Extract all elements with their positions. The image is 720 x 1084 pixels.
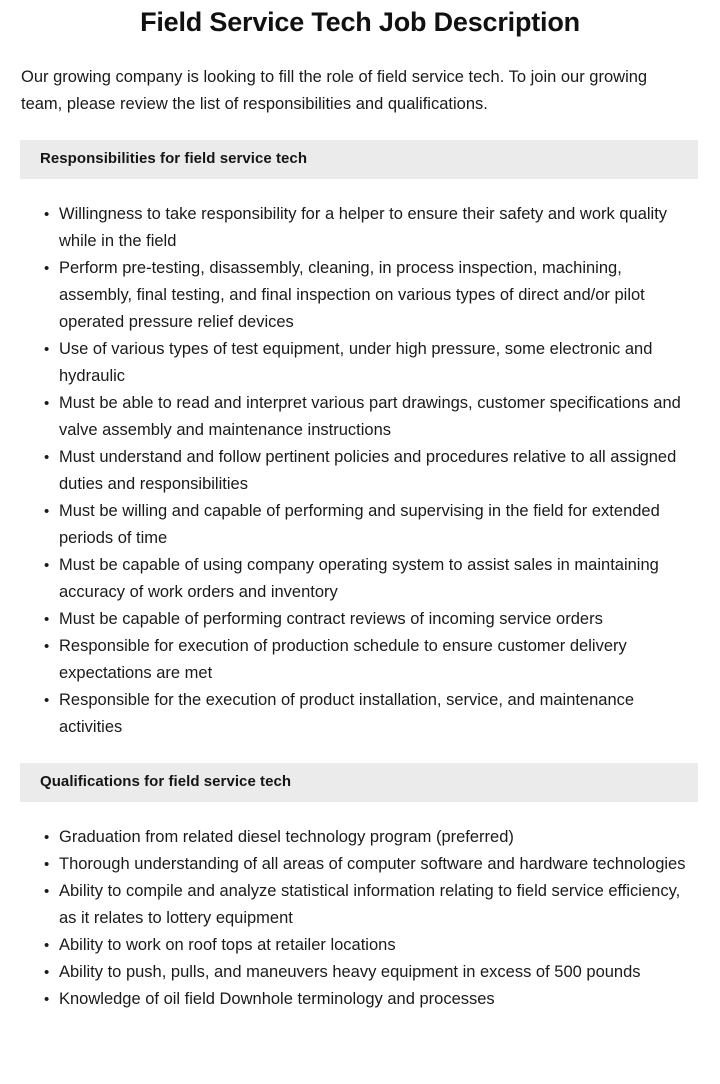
section-header-responsibilities <box>20 140 698 179</box>
list-item: • Perform pre-testing, disassembly, cleaning, in process inspection, machining, assembly, final testing, and final inspection on various types of direct and/or pilot operated pressure relief devices <box>44 255 690 336</box>
list-item: • Graduation from related diesel technology program (preferred) <box>44 824 690 851</box>
list-item: • Must be willing and capable of performing and supervising in the field for extended periods of time <box>44 498 690 552</box>
list-item: • Use of various types of test equipment, under high pressure, some electronic and hydraulic <box>44 336 690 390</box>
page-title: Field Service Tech Job Description <box>140 7 580 37</box>
list-item: • Thorough understanding of all areas of computer software and hardware technologies <box>44 851 690 878</box>
list-item: • Must understand and follow pertinent policies and procedures relative to all assigned duties and responsibilities <box>44 444 690 498</box>
responsibilities-list <box>0 179 720 741</box>
list-item: • Ability to work on roof tops at retailer locations <box>44 932 690 959</box>
section-responsibilities <box>0 140 720 741</box>
list-item: • Responsible for the execution of product installation, service, and maintenance activities <box>44 687 690 741</box>
list-item: • Must be able to read and interpret various part drawings, customer specifications and valve assembly and maintenance instructions <box>44 390 690 444</box>
list-item: • Must be capable of performing contract reviews of incoming service orders <box>44 606 690 633</box>
list-item: • Ability to push, pulls, and maneuvers heavy equipment in excess of 500 pounds <box>44 959 690 986</box>
section-header-qualifications <box>20 763 698 802</box>
intro-paragraph: Our growing company is looking to fill the role of field service tech. To join our growing team, please review the list of responsibilities and qualifications. <box>21 68 648 114</box>
list-item: • Ability to compile and analyze statistical information relating to field service efficiency, as it relates to lottery equipment <box>44 878 690 932</box>
list-item: • Knowledge of oil field Downhole terminology and processes <box>44 986 690 1013</box>
section-title-responsibilities: Responsibilities for field service tech <box>40 150 308 168</box>
list-item: • Responsible for execution of production schedule to ensure customer delivery expectations are met <box>44 633 690 687</box>
section-qualifications <box>0 763 720 1029</box>
qualifications-list <box>0 802 720 1029</box>
section-title-qualifications: Qualifications for field service tech <box>40 773 292 791</box>
list-item: • Must be capable of using company operating system to assist sales in maintaining accuracy of work orders and inventory <box>44 552 690 606</box>
list-item: • Willingness to take responsibility for a helper to ensure their safety and work quality while in the field <box>44 201 690 255</box>
